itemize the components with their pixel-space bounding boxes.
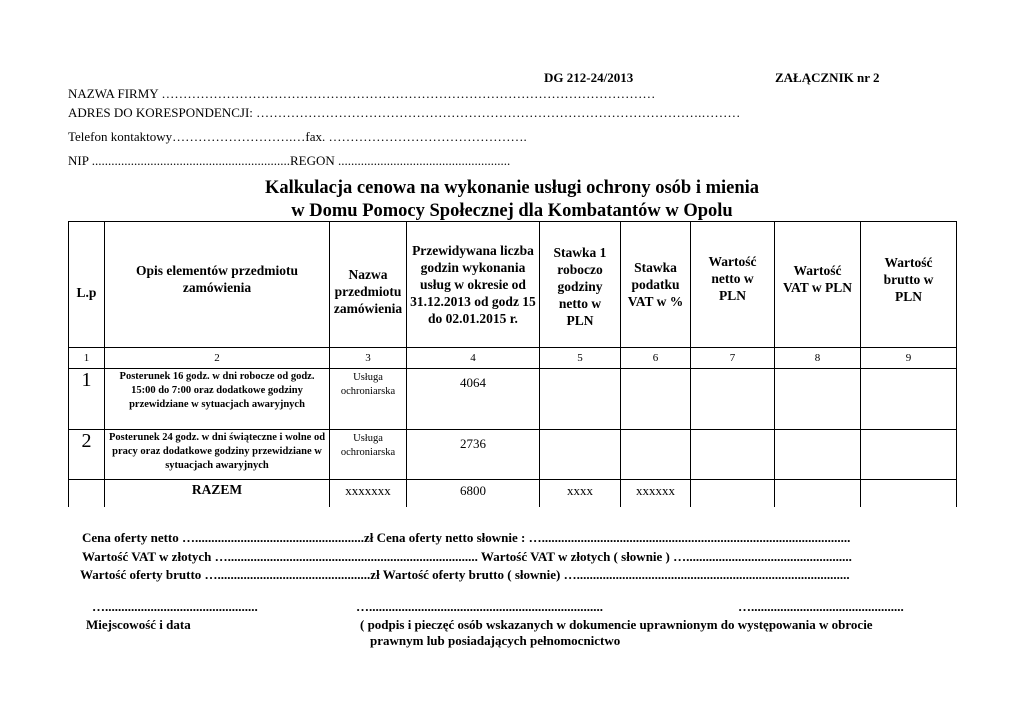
document-title: Kalkulacja cenowa na wykonanie usługi ochrony osób i mienia: [264, 178, 760, 198]
total-hours: 6800: [407, 480, 540, 507]
right-signature-dots: …...............................................: [738, 599, 904, 614]
signature-dots: …........................................................................: [356, 599, 603, 614]
header-item-name: Nazwa przedmiotu zamówienia: [330, 222, 407, 348]
header-hours: Przewidywana liczba godzin wykonania usług w okresie od 31.12.2013 od godz 15 do 02.01.2015 r.: [407, 222, 540, 348]
column-number: 3: [330, 348, 407, 369]
row-item-name: Usługa ochroniarska: [330, 369, 407, 430]
row-lp: 2: [69, 430, 105, 480]
company-name-line: NAZWA FIRMY ……………………………………………………………………………………………………: [68, 86, 656, 101]
document-number: DG 212-24/2013: [544, 70, 634, 85]
row-description: Posterunek 16 godz. w dni robocze od godz. 15:00 do 7:00 oraz dodatkowe godziny przewidziane w sytuacjach awaryjnych: [105, 369, 330, 430]
attachment-label: ZAŁĄCZNIK nr 2: [775, 70, 880, 85]
place-date-dots: …...............................................: [92, 599, 258, 614]
column-number: 6: [621, 348, 691, 369]
row-rate-cell[interactable]: [540, 369, 621, 430]
column-number: 7: [691, 348, 775, 369]
row-net-value-cell[interactable]: [691, 430, 775, 480]
column-number: 4: [407, 348, 540, 369]
header-vat-rate: Stawka podatku VAT w %: [621, 222, 691, 348]
column-number: 1: [69, 348, 105, 369]
row-hours: 4064: [407, 369, 540, 430]
row-net-value-cell[interactable]: [691, 369, 775, 430]
total-net-value-cell[interactable]: [691, 480, 775, 507]
total-vat-value-cell[interactable]: [775, 480, 861, 507]
column-number: 9: [861, 348, 957, 369]
row-description: Posterunek 24 godz. w dni świąteczne i wolne od pracy oraz dodatkowe godziny przewidziane w sytuacjach awaryjnych: [105, 430, 330, 480]
total-rate: xxxx: [540, 480, 621, 507]
header-gross-value: Wartość brutto w PLN: [861, 222, 957, 348]
header-description: Opis elementów przedmiotu zamówienia: [105, 222, 330, 348]
row-vat-value-cell[interactable]: [775, 369, 861, 430]
address-line: ADRES DO KORESPONDENCJI: ………………………………………………………………………………………….………: [68, 105, 741, 120]
net-price-line: Cena oferty netto …....................................................zł Cena oferty netto słownie : …...............................................................................................: [82, 530, 851, 545]
signature-label: ( podpis i pieczęć osób wskazanych w dokumencie uprawnionym do występowania w obrocie: [360, 617, 873, 632]
total-label: RAZEM: [105, 480, 330, 507]
column-number: 5: [540, 348, 621, 369]
table-header-row: [69, 222, 957, 348]
column-number: 8: [775, 348, 861, 369]
phone-fax-line: Telefon kontaktowy……………………….…fax. ……………………………………….: [68, 129, 527, 144]
row-gross-value-cell[interactable]: [861, 369, 957, 430]
document-subtitle: w Domu Pomocy Społecznej dla Kombatantów w Opolu: [291, 201, 733, 221]
row-lp: 1: [69, 369, 105, 430]
total-vat-rate: xxxxxx: [621, 480, 691, 507]
nip-regon-line: NIP .............................................................REGON .....................................................: [68, 153, 511, 168]
total-gross-value-cell[interactable]: [861, 480, 957, 507]
row-gross-value-cell[interactable]: [861, 430, 957, 480]
table-row: [69, 430, 957, 480]
row-item-name: Usługa ochroniarska: [330, 430, 407, 480]
gross-value-line: Wartość oferty brutto …...............................................zł Wartość oferty brutto ( słownie) …....................................................................................: [80, 567, 850, 582]
vat-value-line: Wartość VAT w złotych …............................................................................. Wartość VAT w złotych ( słownie ) …...................................................: [82, 549, 852, 564]
row-rate-cell[interactable]: [540, 430, 621, 480]
place-date-label: Miejscowość i data: [86, 617, 191, 632]
header-vat-value: Wartość VAT w PLN: [775, 222, 861, 348]
header-net-value: Wartość netto w PLN: [691, 222, 775, 348]
row-vat-rate-cell[interactable]: [621, 369, 691, 430]
row-vat-rate-cell[interactable]: [621, 430, 691, 480]
column-number: 2: [105, 348, 330, 369]
total-item: xxxxxxx: [330, 480, 407, 507]
header-lp: L.p: [69, 222, 105, 348]
total-row: [69, 480, 957, 507]
row-hours: 2736: [407, 430, 540, 480]
table-row: [69, 369, 957, 430]
signature-label-continued: prawnym lub posiadających pełnomocnictwo: [370, 633, 621, 648]
column-number-row: [69, 348, 957, 369]
price-calculation-table: [68, 221, 957, 507]
row-vat-value-cell[interactable]: [775, 430, 861, 480]
header-rate: Stawka 1 roboczo godziny netto w PLN: [540, 222, 621, 348]
